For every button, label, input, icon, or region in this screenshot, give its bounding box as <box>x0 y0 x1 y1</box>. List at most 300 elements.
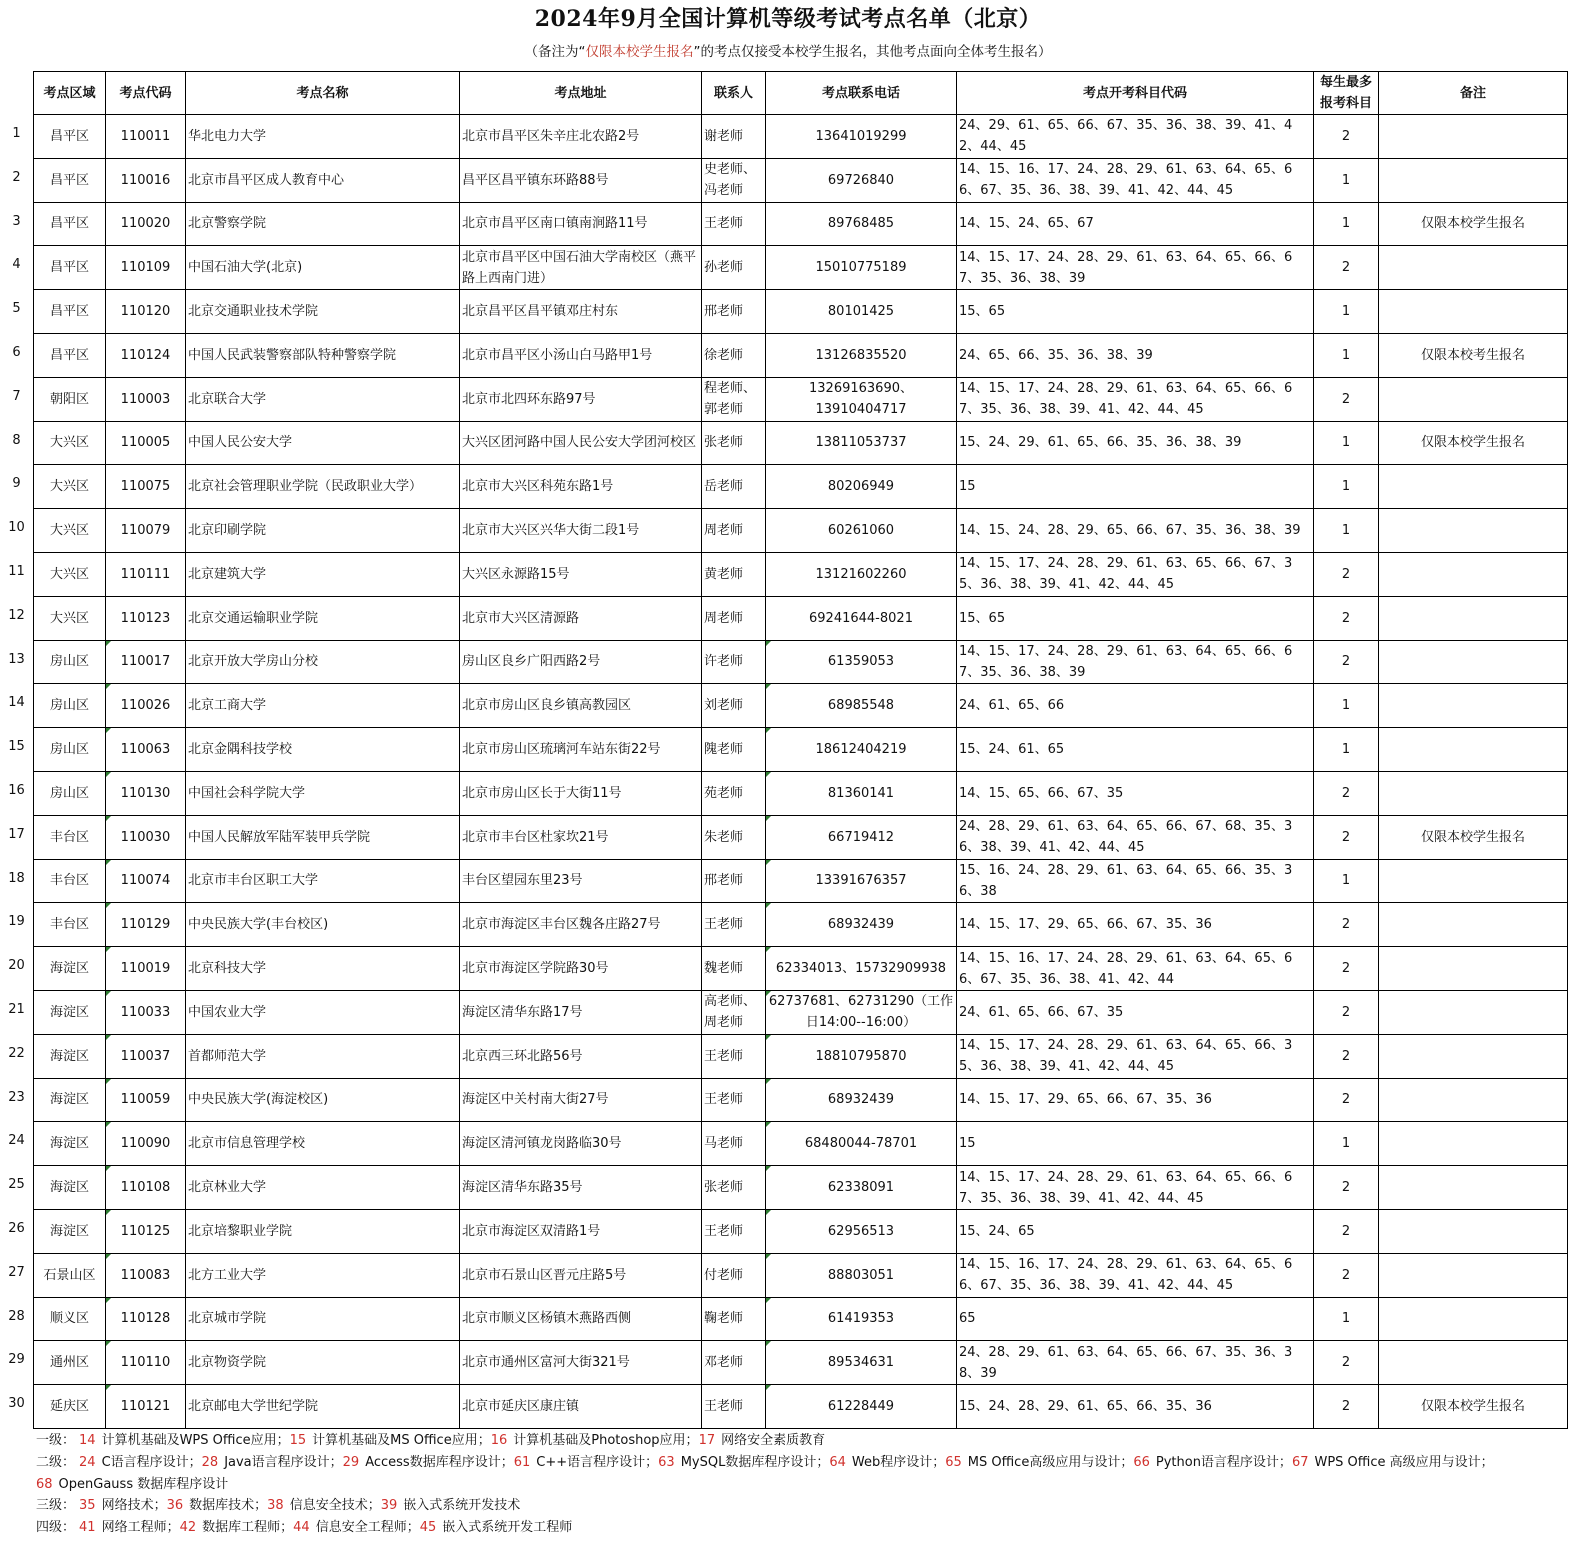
row-number: 15 <box>8 739 25 755</box>
header-name: 考点名称 <box>186 72 460 115</box>
table-row <box>34 1385 1568 1429</box>
cell-max-subjects: 2 <box>1314 1385 1379 1429</box>
cell-max-subjects: 2 <box>1314 815 1379 859</box>
header-note: 备注 <box>1379 72 1568 115</box>
legend-subject-name: 数据库技术； <box>189 1498 268 1514</box>
cell-address: 北京市昌平区南口镇南涧路11号 <box>460 202 702 246</box>
legend-code: 14 <box>79 1433 96 1448</box>
cell-district: 海淀区 <box>34 947 106 991</box>
header-code: 考点代码 <box>106 72 186 115</box>
cell-district: 大兴区 <box>34 509 106 553</box>
cell-address: 北京市昌平区朱辛庄北农路2号 <box>460 115 702 159</box>
header-subjects: 考点开考科目代码 <box>957 72 1314 115</box>
legend-line <box>36 1495 1566 1517</box>
cell-district: 昌平区 <box>34 158 106 202</box>
cell-name: 北京开放大学房山分校 <box>186 640 460 684</box>
table-row <box>34 421 1568 465</box>
subtitle-suffix: ”的考点仅接受本校学生报名，其他考点面向全体考生报名） <box>693 44 1052 60</box>
cell-phone: 61228449 <box>766 1385 957 1429</box>
cell-max-subjects: 1 <box>1314 1122 1379 1166</box>
cell-contact: 黄老师 <box>702 552 766 596</box>
legend-subject-name: 嵌入式系统开发工程师 <box>442 1520 573 1536</box>
cell-note <box>1379 596 1568 640</box>
cell-code: 110111 <box>106 552 186 596</box>
cell-contact: 魏老师 <box>702 947 766 991</box>
cell-max-subjects: 1 <box>1314 421 1379 465</box>
cell-note <box>1379 158 1568 202</box>
cell-max-subjects: 1 <box>1314 859 1379 903</box>
legend-code: 68 <box>36 1476 53 1492</box>
legend-subject-name: Web程序设计； <box>851 1454 946 1470</box>
cell-code: 110005 <box>106 421 186 465</box>
legend-subject-name: C++语言程序设计； <box>536 1454 659 1470</box>
header-phone: 考点联系电话 <box>766 72 957 115</box>
cell-address: 房山区良乡广阳西路2号 <box>460 640 702 684</box>
row-number: 16 <box>8 783 25 798</box>
cell-note <box>1379 115 1568 159</box>
cell-contact: 孙老师 <box>702 246 766 290</box>
cell-contact: 王老师 <box>702 202 766 246</box>
table-row <box>34 728 1568 772</box>
row-number: 12 <box>8 607 25 623</box>
cell-subjects: 24、61、65、66 <box>957 684 1314 728</box>
cell-name: 中国人民公安大学 <box>186 421 460 465</box>
cell-address: 北京市海淀区学院路30号 <box>460 947 702 991</box>
cell-phone: 60261060 <box>766 509 957 553</box>
table-row <box>34 552 1568 596</box>
cell-subjects: 24、65、66、35、36、38、39 <box>957 333 1314 377</box>
cell-note <box>1379 903 1568 947</box>
legend-code: 65 <box>945 1454 962 1470</box>
cell-address: 海淀区中关村南大街27号 <box>460 1078 702 1122</box>
cell-district: 海淀区 <box>34 990 106 1034</box>
legend-subject-name: 信息安全技术； <box>289 1498 381 1514</box>
cell-contact: 王老师 <box>702 1078 766 1122</box>
cell-phone: 69726840 <box>766 158 957 202</box>
cell-note <box>1379 509 1568 553</box>
cell-note <box>1379 1341 1568 1385</box>
cell-code: 110110 <box>106 1341 186 1385</box>
cell-contact: 付老师 <box>702 1253 766 1297</box>
cell-max-subjects: 1 <box>1314 158 1379 202</box>
cell-subjects: 24、28、29、61、63、64、65、66、67、68、35、36、38、39、41、42、44、45 <box>957 815 1314 859</box>
legend-subject-name: 计算机基础及MS Office应用； <box>312 1433 491 1448</box>
cell-phone: 61419353 <box>766 1297 957 1341</box>
table-row <box>34 1122 1568 1166</box>
cell-subjects: 24、61、65、66、67、35 <box>957 990 1314 1034</box>
row-number: 27 <box>8 1264 25 1280</box>
cell-note <box>1379 1209 1568 1253</box>
cell-contact: 王老师 <box>702 1209 766 1253</box>
cell-name: 北京培黎职业学院 <box>186 1209 460 1253</box>
cell-subjects: 15、65 <box>957 290 1314 334</box>
cell-code: 110129 <box>106 903 186 947</box>
cell-subjects: 15、24、29、61、65、66、35、36、38、39 <box>957 421 1314 465</box>
cell-code: 110030 <box>106 815 186 859</box>
cell-phone: 62956513 <box>766 1209 957 1253</box>
table-row <box>34 333 1568 377</box>
cell-note <box>1379 290 1568 334</box>
cell-address: 北京市大兴区清源路 <box>460 596 702 640</box>
cell-subjects: 65 <box>957 1297 1314 1341</box>
cell-note <box>1379 1166 1568 1210</box>
cell-max-subjects: 1 <box>1314 728 1379 772</box>
cell-name: 中央民族大学(海淀校区) <box>186 1078 460 1122</box>
cell-district: 顺义区 <box>34 1297 106 1341</box>
cell-district: 海淀区 <box>34 1122 106 1166</box>
legend-subject-name: MySQL数据库程序设计； <box>680 1454 830 1470</box>
row-number: 5 <box>12 301 21 317</box>
cell-subjects: 14、15、24、28、29、65、66、67、35、36、38、39 <box>957 509 1314 553</box>
cell-name: 中央民族大学(丰台校区) <box>186 903 460 947</box>
cell-note <box>1379 1122 1568 1166</box>
cell-contact: 朱老师 <box>702 815 766 859</box>
legend-subject-name: Java语言程序设计； <box>224 1454 343 1470</box>
header-address: 考点地址 <box>460 72 702 115</box>
cell-contact: 许老师 <box>702 640 766 684</box>
cell-district: 房山区 <box>34 771 106 815</box>
cell-district: 通州区 <box>34 1341 106 1385</box>
cell-code: 110090 <box>106 1122 186 1166</box>
cell-name: 北京社会管理职业学院（民政职业大学） <box>186 465 460 509</box>
legend-subject-name: WPS Office 高级应用与设计； <box>1314 1454 1494 1470</box>
legend-code: 15 <box>289 1433 307 1448</box>
row-number: 10 <box>8 520 25 536</box>
cell-max-subjects: 2 <box>1314 596 1379 640</box>
cell-contact: 刘老师 <box>702 684 766 728</box>
cell-note <box>1379 377 1568 421</box>
cell-code: 110037 <box>106 1034 186 1078</box>
legend-subject-name: 计算机基础及WPS Office应用； <box>101 1433 290 1448</box>
cell-subjects: 14、15、24、65、67 <box>957 202 1314 246</box>
legend-subject-name: 网络技术； <box>101 1498 167 1514</box>
cell-phone: 68932439 <box>766 903 957 947</box>
row-number: 24 <box>8 1133 25 1149</box>
cell-district: 昌平区 <box>34 246 106 290</box>
legend-subject-name: 计算机基础及Photoshop应用； <box>513 1433 699 1448</box>
cell-contact: 苑老师 <box>702 771 766 815</box>
row-number: 22 <box>8 1045 25 1061</box>
legend-code: 38 <box>267 1498 284 1514</box>
table-row <box>34 596 1568 640</box>
cell-district: 海淀区 <box>34 1034 106 1078</box>
cell-subjects: 14、15、17、29、65、66、67、35、36 <box>957 903 1314 947</box>
row-number: 18 <box>8 870 25 886</box>
table-row <box>34 771 1568 815</box>
cell-code: 110020 <box>106 202 186 246</box>
cell-district: 房山区 <box>34 640 106 684</box>
cell-address: 北京市房山区长于大街11号 <box>460 771 702 815</box>
row-number: 29 <box>8 1352 25 1368</box>
cell-subjects: 14、15、17、24、28、29、61、63、64、65、66、67、35、36、38、39、41、42、44、45 <box>957 1166 1314 1210</box>
cell-note <box>1379 684 1568 728</box>
page-subtitle <box>0 42 1576 62</box>
cell-code: 110120 <box>106 290 186 334</box>
cell-phone: 13641019299 <box>766 115 957 159</box>
cell-name: 中国石油大学(北京) <box>186 246 460 290</box>
table-row <box>34 640 1568 684</box>
cell-code: 110059 <box>106 1078 186 1122</box>
cell-contact: 张老师 <box>702 1166 766 1210</box>
cell-name: 北京印刷学院 <box>186 509 460 553</box>
cell-name: 北京联合大学 <box>186 377 460 421</box>
cell-note: 仅限本校学生报名 <box>1379 815 1568 859</box>
cell-code: 110109 <box>106 246 186 290</box>
cell-phone: 62737681、62731290（工作日14:00--16:00） <box>766 990 957 1034</box>
cell-district: 大兴区 <box>34 596 106 640</box>
cell-address: 海淀区清华东路35号 <box>460 1166 702 1210</box>
row-number: 2 <box>12 169 21 185</box>
table-row <box>34 290 1568 334</box>
cell-address: 北京市延庆区康庄镇 <box>460 1385 702 1429</box>
cell-code: 110130 <box>106 771 186 815</box>
cell-contact: 隗老师 <box>702 728 766 772</box>
row-number: 25 <box>8 1177 25 1193</box>
cell-name: 北京物资学院 <box>186 1341 460 1385</box>
table-row <box>34 1166 1568 1210</box>
cell-max-subjects: 1 <box>1314 509 1379 553</box>
legend-subject-name: 信息安全工程师； <box>315 1520 420 1536</box>
cell-code: 110075 <box>106 465 186 509</box>
cell-contact: 程老师、郭老师 <box>702 377 766 421</box>
cell-address: 北京市昌平区中国石油大学南校区（燕平路上西南门进） <box>460 246 702 290</box>
table-row <box>34 465 1568 509</box>
cell-phone: 68985548 <box>766 684 957 728</box>
cell-code: 110123 <box>106 596 186 640</box>
cell-max-subjects: 2 <box>1314 1253 1379 1297</box>
cell-address: 北京市北四环东路97号 <box>460 377 702 421</box>
table-header-row <box>34 72 1568 115</box>
cell-contact: 马老师 <box>702 1122 766 1166</box>
cell-name: 首都师范大学 <box>186 1034 460 1078</box>
cell-note <box>1379 640 1568 684</box>
cell-note: 仅限本校学生报名 <box>1379 421 1568 465</box>
legend-level-label: 三级： <box>36 1498 76 1514</box>
cell-note: 仅限本校考生报名 <box>1379 333 1568 377</box>
legend-code: 28 <box>201 1454 219 1470</box>
table-row <box>34 1341 1568 1385</box>
legend-subject-name: Access数据库程序设计； <box>365 1454 514 1470</box>
cell-address: 北京市房山区琉璃河车站东街22号 <box>460 728 702 772</box>
table-row <box>34 158 1568 202</box>
cell-phone: 18612404219 <box>766 728 957 772</box>
legend-code: 61 <box>513 1454 531 1470</box>
row-number: 7 <box>12 388 21 404</box>
cell-max-subjects: 2 <box>1314 1341 1379 1385</box>
cell-name: 中国社会科学院大学 <box>186 771 460 815</box>
cell-contact: 周老师 <box>702 509 766 553</box>
legend-level-label: 四级： <box>36 1520 76 1536</box>
legend-line <box>36 1430 1566 1452</box>
cell-phone: 62338091 <box>766 1166 957 1210</box>
cell-max-subjects: 2 <box>1314 1078 1379 1122</box>
cell-district: 丰台区 <box>34 815 106 859</box>
cell-address: 北京市海淀区丰台区魏各庄路27号 <box>460 903 702 947</box>
cell-phone: 15010775189 <box>766 246 957 290</box>
cell-address: 海淀区清华东路17号 <box>460 990 702 1034</box>
cell-note <box>1379 990 1568 1034</box>
cell-phone: 62334013、15732909938 <box>766 947 957 991</box>
cell-address: 北京市大兴区兴华大街二段1号 <box>460 509 702 553</box>
legend-subject-name: 嵌入式系统开发技术 <box>403 1498 521 1514</box>
cell-phone: 81360141 <box>766 771 957 815</box>
cell-address: 北京昌平区昌平镇邓庄村东 <box>460 290 702 334</box>
legend-level-label: 二级： <box>36 1454 76 1470</box>
cell-code: 110063 <box>106 728 186 772</box>
cell-address: 北京市房山区良乡镇高教园区 <box>460 684 702 728</box>
cell-note <box>1379 728 1568 772</box>
cell-note <box>1379 1034 1568 1078</box>
legend-code: 17 <box>698 1433 716 1448</box>
cell-name: 北京工商大学 <box>186 684 460 728</box>
cell-subjects: 15 <box>957 465 1314 509</box>
cell-code: 110017 <box>106 640 186 684</box>
row-number: 26 <box>8 1221 25 1236</box>
cell-code: 110079 <box>106 509 186 553</box>
row-number: 20 <box>8 958 25 974</box>
legend-subject-name: 网络安全素质教育 <box>721 1433 826 1448</box>
cell-address: 北京市通州区富河大街321号 <box>460 1341 702 1385</box>
page-title: 2024年9月全国计算机等级考试考点名单（北京） <box>534 6 1042 32</box>
table-row <box>34 1253 1568 1297</box>
cell-contact: 王老师 <box>702 1385 766 1429</box>
header-contact: 联系人 <box>702 72 766 115</box>
cell-phone: 18810795870 <box>766 1034 957 1078</box>
cell-max-subjects: 2 <box>1314 1209 1379 1253</box>
table-row <box>34 684 1568 728</box>
cell-note <box>1379 1297 1568 1341</box>
cell-contact: 张老师 <box>702 421 766 465</box>
cell-subjects: 14、15、17、24、28、29、61、63、64、65、66、67、35、36、38、39 <box>957 640 1314 684</box>
legend-code: 66 <box>1133 1454 1150 1470</box>
cell-name: 中国人民解放军陆军装甲兵学院 <box>186 815 460 859</box>
cell-code: 110121 <box>106 1385 186 1429</box>
row-number: 30 <box>8 1396 25 1412</box>
table-row <box>34 947 1568 991</box>
cell-note <box>1379 246 1568 290</box>
cell-code: 110125 <box>106 1209 186 1253</box>
cell-name: 北京金隅科技学校 <box>186 728 460 772</box>
cell-code: 110074 <box>106 859 186 903</box>
cell-code: 110124 <box>106 333 186 377</box>
legend-code: 64 <box>829 1454 846 1470</box>
legend-code: 35 <box>79 1498 96 1514</box>
cell-district: 海淀区 <box>34 1166 106 1210</box>
subject-code-legend <box>36 1430 1566 1539</box>
table-row <box>34 859 1568 903</box>
cell-code: 110011 <box>106 115 186 159</box>
cell-phone: 13126835520 <box>766 333 957 377</box>
cell-name: 北京交通职业技术学院 <box>186 290 460 334</box>
cell-code: 110033 <box>106 990 186 1034</box>
header-district: 考点区域 <box>34 72 106 115</box>
cell-contact: 岳老师 <box>702 465 766 509</box>
table-row <box>34 509 1568 553</box>
legend-code: 39 <box>380 1498 398 1514</box>
cell-max-subjects: 2 <box>1314 1034 1379 1078</box>
legend-level-label: 一级： <box>36 1433 76 1448</box>
row-number: 28 <box>8 1308 25 1324</box>
cell-note <box>1379 1253 1568 1297</box>
cell-name: 北方工业大学 <box>186 1253 460 1297</box>
cell-address: 北京西三环北路56号 <box>460 1034 702 1078</box>
cell-district: 丰台区 <box>34 859 106 903</box>
cell-subjects: 14、15、17、24、28、29、61、63、64、65、66、35、36、38、39、41、42、44、45 <box>957 1034 1314 1078</box>
cell-code: 110003 <box>106 377 186 421</box>
cell-address: 昌平区昌平镇东环路88号 <box>460 158 702 202</box>
cell-subjects: 15 <box>957 1122 1314 1166</box>
cell-contact: 高老师、周老师 <box>702 990 766 1034</box>
cell-name: 北京市信息管理学校 <box>186 1122 460 1166</box>
cell-district: 石景山区 <box>34 1253 106 1297</box>
row-number: 17 <box>8 826 25 842</box>
cell-contact: 谢老师 <box>702 115 766 159</box>
cell-contact: 王老师 <box>702 1034 766 1078</box>
cell-phone: 66719412 <box>766 815 957 859</box>
cell-max-subjects: 1 <box>1314 465 1379 509</box>
cell-address: 北京市丰台区杜家坎21号 <box>460 815 702 859</box>
cell-max-subjects: 2 <box>1314 640 1379 684</box>
cell-name: 北京交通运输职业学院 <box>186 596 460 640</box>
legend-line <box>36 1517 1566 1539</box>
cell-subjects: 14、15、16、17、24、28、29、61、63、64、65、66、67、35、36、38、39、41、42、44、45 <box>957 158 1314 202</box>
cell-phone: 68480044-78701 <box>766 1122 957 1166</box>
cell-code: 110016 <box>106 158 186 202</box>
table-row <box>34 1034 1568 1078</box>
legend-code: 45 <box>419 1520 437 1536</box>
cell-address: 大兴区永源路15号 <box>460 552 702 596</box>
cell-subjects: 24、29、61、65、66、67、35、36、38、39、41、42、44、45 <box>957 115 1314 159</box>
cell-address: 大兴区团河路中国人民公安大学团河校区 <box>460 421 702 465</box>
row-number: 23 <box>8 1089 25 1105</box>
cell-address: 北京市昌平区小汤山白马路甲1号 <box>460 333 702 377</box>
table-row <box>34 990 1568 1034</box>
row-number: 1 <box>12 126 21 141</box>
table-row <box>34 903 1568 947</box>
legend-code: 67 <box>1291 1454 1309 1470</box>
cell-district: 昌平区 <box>34 115 106 159</box>
cell-phone: 61359053 <box>766 640 957 684</box>
cell-district: 大兴区 <box>34 465 106 509</box>
cell-subjects: 14、15、17、29、65、66、67、35、36 <box>957 1078 1314 1122</box>
cell-phone: 80206949 <box>766 465 957 509</box>
cell-phone: 89534631 <box>766 1341 957 1385</box>
cell-name: 华北电力大学 <box>186 115 460 159</box>
cell-phone: 68932439 <box>766 1078 957 1122</box>
cell-name: 北京建筑大学 <box>186 552 460 596</box>
row-number: 4 <box>12 257 21 273</box>
cell-subjects: 15、16、24、28、29、61、63、64、65、66、35、36、38 <box>957 859 1314 903</box>
legend-code: 29 <box>342 1454 360 1470</box>
cell-max-subjects: 1 <box>1314 333 1379 377</box>
cell-max-subjects: 2 <box>1314 377 1379 421</box>
cell-district: 朝阳区 <box>34 377 106 421</box>
cell-name: 北京林业大学 <box>186 1166 460 1210</box>
cell-subjects: 14、15、17、24、28、29、61、63、64、65、66、67、35、36、38、39、41、42、44、45 <box>957 377 1314 421</box>
cell-note <box>1379 1078 1568 1122</box>
legend-code: 41 <box>79 1520 96 1536</box>
cell-phone: 80101425 <box>766 290 957 334</box>
cell-note: 仅限本校学生报名 <box>1379 1385 1568 1429</box>
cell-contact: 鞠老师 <box>702 1297 766 1341</box>
legend-code: 42 <box>179 1520 197 1536</box>
subtitle-highlight: 仅限本校学生报名 <box>585 44 694 60</box>
cell-max-subjects: 2 <box>1314 552 1379 596</box>
cell-address: 北京市大兴区科苑东路1号 <box>460 465 702 509</box>
exam-site-table <box>33 71 1568 1429</box>
row-number: 11 <box>8 564 25 579</box>
cell-name: 北京市昌平区成人教育中心 <box>186 158 460 202</box>
